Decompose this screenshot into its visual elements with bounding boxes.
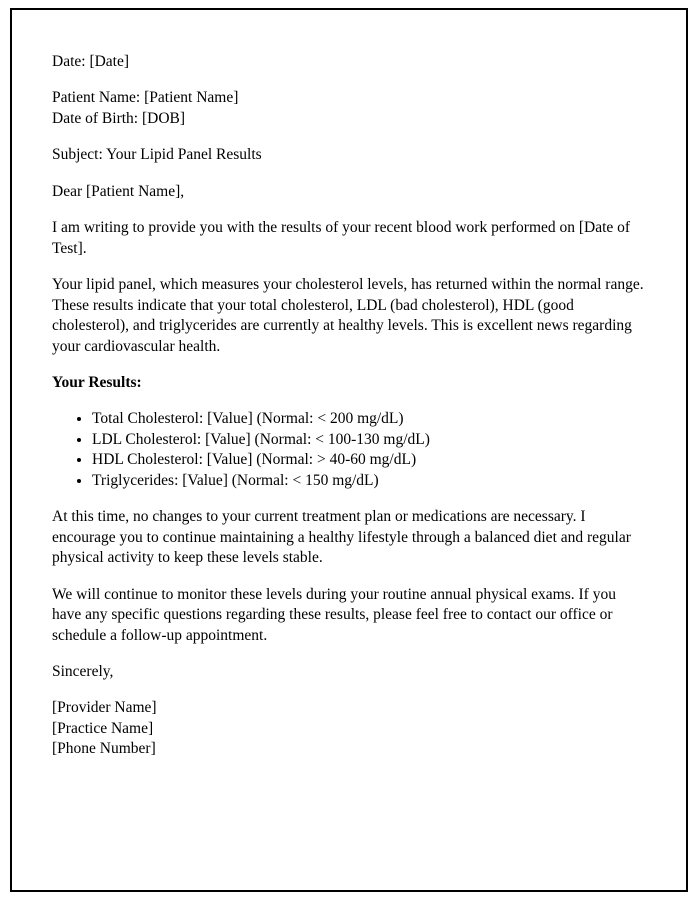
result-item-total-cholesterol: • Total Cholesterol: [Value] (Normal: < 200 mg/dL) [92, 409, 646, 429]
date-line: Date: [Date] [52, 53, 130, 70]
dob-line: Date of Birth: [DOB] [52, 109, 186, 127]
patient-name-line: Patient Name: [Patient Name] [52, 89, 239, 107]
salutation: Dear [Patient Name], [52, 182, 185, 200]
signature-practice-name: [Practice Name] [52, 719, 154, 737]
result-item-ldl-cholesterol: • LDL Cholesterol: [Value] (Normal: < 100-130 mg/dL) [92, 430, 646, 450]
result-item-hdl-cholesterol: • HDL Cholesterol: [Value] (Normal: > 40-60 mg/dL) [92, 450, 646, 470]
signature-provider-name: [Provider Name] [52, 699, 157, 717]
intro-paragraph: I am writing to provide you with the results of your recent blood work performed on [Date of Test]. [52, 219, 631, 257]
results-list [52, 409, 646, 491]
letter-page [10, 8, 688, 892]
summary-paragraph: Your lipid panel, which measures your cholesterol levels, has returned within the normal range. These results indicate that your total cholesterol, LDL (bad cholesterol), HDL (good cholesterol), and triglycerides are currently at healthy levels. This is excellent news regarding your cardiovascular health. [52, 276, 644, 355]
patient-info-block [52, 88, 646, 129]
signature-phone-number: [Phone Number] [52, 740, 156, 758]
result-item-triglycerides: • Triglycerides: [Value] (Normal: < 150 mg/dL) [92, 471, 646, 491]
closing-line: Sincerely, [52, 662, 114, 680]
followup-paragraph: We will continue to monitor these levels during your routine annual physical exams. If you have any specific questions regarding these results, please feel free to contact our office or schedule a follow-up appointment. [52, 585, 616, 644]
subject-line: Subject: Your Lipid Panel Results [52, 146, 262, 164]
results-heading: Your Results: [52, 373, 142, 391]
signature-block [52, 698, 646, 759]
plan-paragraph: At this time, no changes to your current treatment plan or medications are necessary. I encourage you to continue maintaining a healthy lifestyle through a balanced diet and regular physical activity to keep these levels stable. [52, 508, 631, 567]
